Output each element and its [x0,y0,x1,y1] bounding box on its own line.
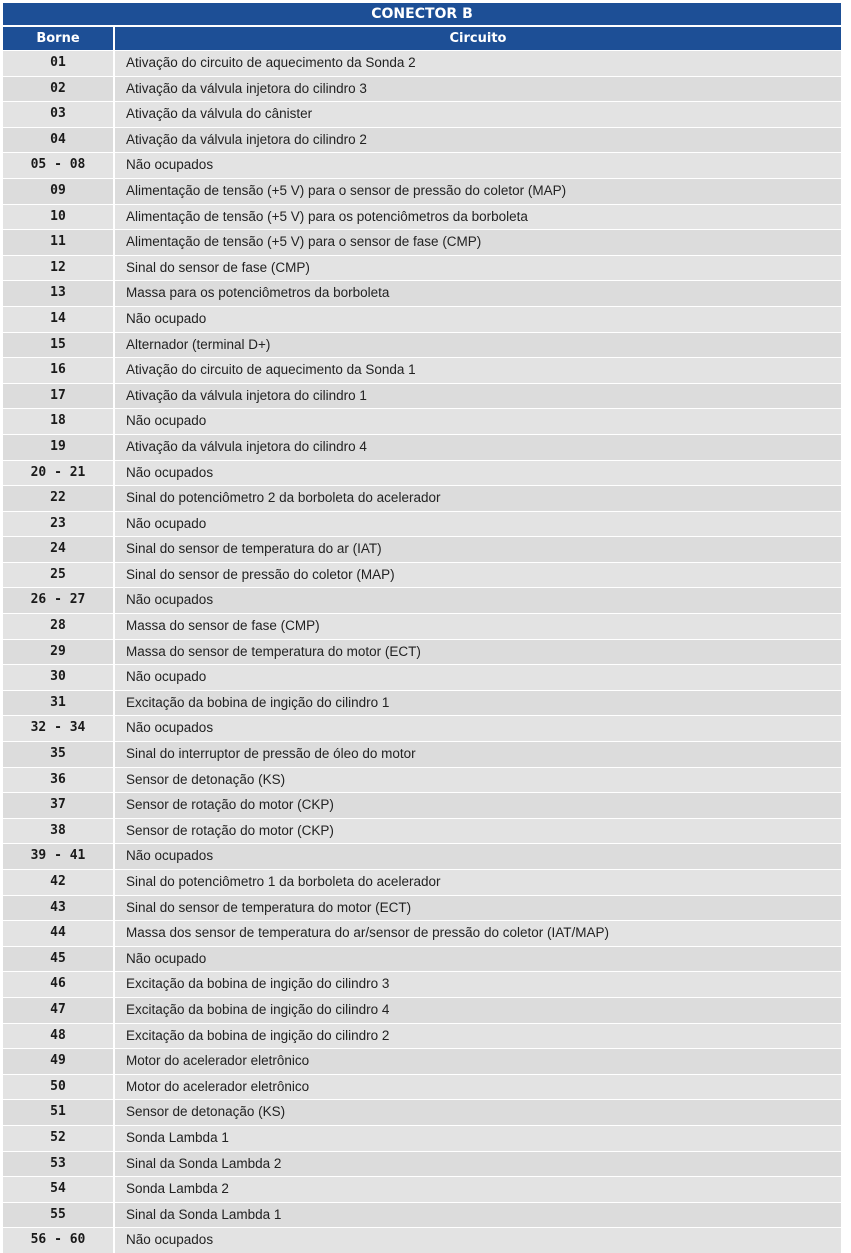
table-row [3,843,841,869]
table-row [3,460,841,486]
borne-cell: 38 [3,819,115,844]
borne-cell: 05 - 08 [3,153,115,178]
table-row [3,127,841,153]
table-row [3,639,841,665]
circuito-cell: Sensor de detonação (KS) [126,1104,286,1120]
borne-cell: 50 [3,1075,115,1100]
table-row [3,1099,841,1125]
borne-cell: 23 [3,512,115,537]
borne-cell: 18 [3,409,115,434]
borne-cell: 51 [3,1100,115,1125]
table-row [3,383,841,409]
table-row [3,1074,841,1100]
header-borne: Borne [3,27,115,50]
borne-cell: 14 [3,307,115,332]
circuito-cell: Alimentação de tensão (+5 V) para os potenciômetros da borboleta [126,208,528,224]
circuito-cell: Massa dos sensor de temperatura do ar/sensor de pressão do coletor (IAT/MAP) [126,925,609,941]
borne-cell: 02 [3,77,115,102]
table-row [3,1176,841,1202]
table-row [3,50,841,76]
borne-cell: 01 [3,51,115,76]
table-row [3,178,841,204]
borne-cell: 31 [3,691,115,716]
table-row [3,280,841,306]
circuito-cell: Ativação da válvula injetora do cilindro 2 [126,131,367,147]
circuito-cell: Ativação da válvula injetora do cilindro 3 [126,80,367,96]
borne-cell: 20 - 21 [3,461,115,486]
circuito-cell: Sinal do sensor de fase (CMP) [126,259,310,275]
borne-cell: 16 [3,358,115,383]
circuito-cell: Não ocupados [126,1232,214,1248]
table-row [3,792,841,818]
borne-cell: 19 [3,435,115,460]
table-row [3,920,841,946]
table-row [3,511,841,537]
table-row [3,869,841,895]
circuito-cell: Não ocupado [126,413,207,429]
circuito-cell: Ativação do circuito de aquecimento da Sonda 2 [126,55,416,70]
borne-cell: 49 [3,1049,115,1074]
table-title: CONECTOR B [3,3,841,27]
borne-cell: 32 - 34 [3,716,115,741]
table-row [3,1023,841,1049]
circuito-cell: Sinal do sensor de temperatura do ar (IAT) [126,541,382,557]
circuito-cell: Sensor de rotação do motor (CKP) [126,822,334,838]
circuito-cell: Sinal da Sonda Lambda 2 [126,1155,282,1171]
circuito-cell: Não ocupado [126,515,207,531]
circuito-cell: Sensor de detonação (KS) [126,771,286,787]
circuito-cell: Excitação da bobina de ingição do cilindro 3 [126,976,390,992]
borne-cell: 53 [3,1152,115,1177]
table-row [3,664,841,690]
circuito-cell: Motor do acelerador eletrônico [126,1078,310,1094]
table-row [3,485,841,511]
circuito-cell: Não ocupado [126,310,207,326]
table-row [3,562,841,588]
circuito-cell: Sinal do interruptor de pressão de óleo do motor [126,746,416,762]
circuito-cell: Sinal do potenciômetro 2 da borboleta do acelerador [126,490,441,506]
borne-cell: 04 [3,128,115,153]
borne-cell: 52 [3,1126,115,1151]
circuito-cell: Não ocupados [126,157,214,173]
borne-cell: 36 [3,768,115,793]
circuito-cell: Alimentação de tensão (+5 V) para o sensor de fase (CMP) [126,234,482,250]
circuito-cell: Sonda Lambda 1 [126,1129,229,1145]
circuito-cell: Não ocupados [126,848,214,864]
circuito-cell: Ativação da válvula do cânister [126,106,313,122]
table-row [3,229,841,255]
table-row [3,971,841,997]
table-row [3,587,841,613]
borne-cell: 54 [3,1177,115,1202]
circuito-cell: Alternador (terminal D+) [126,336,271,352]
table-row [3,434,841,460]
table-body [3,50,841,1253]
borne-cell: 45 [3,947,115,972]
table-row [3,767,841,793]
circuito-cell: Sinal da Sonda Lambda 1 [126,1206,282,1222]
circuito-cell: Sonda Lambda 2 [126,1181,229,1197]
borne-cell: 30 [3,665,115,690]
table-row [3,997,841,1023]
borne-cell: 10 [3,205,115,230]
borne-cell: 46 [3,972,115,997]
table-row [3,1125,841,1151]
circuito-cell: Não ocupado [126,950,207,966]
table-row [3,306,841,332]
borne-cell: 42 [3,870,115,895]
table-row [3,1048,841,1074]
borne-cell: 24 [3,537,115,562]
table-header [3,27,841,50]
table-row [3,76,841,102]
table-row [3,255,841,281]
table-row [3,152,841,178]
circuito-cell: Excitação da bobina de ingição do cilindro 1 [126,694,390,710]
header-circuito: Circuito [449,31,507,46]
circuito-cell: Motor do acelerador eletrônico [126,1053,310,1069]
circuito-cell: Não ocupados [126,464,214,480]
borne-cell: 17 [3,384,115,409]
circuito-cell: Massa para os potenciômetros da borboleta [126,285,390,301]
borne-cell: 29 [3,640,115,665]
borne-cell: 11 [3,230,115,255]
table-row [3,204,841,230]
borne-cell: 48 [3,1024,115,1049]
borne-cell: 55 [3,1203,115,1228]
table-row [3,101,841,127]
circuito-cell: Não ocupados [126,720,214,736]
circuito-cell: Excitação da bobina de ingição do cilindro 2 [126,1027,390,1043]
table-row [3,818,841,844]
circuito-cell: Sensor de rotação do motor (CKP) [126,797,334,813]
circuito-cell: Ativação do circuito de aquecimento da Sonda 1 [126,362,416,378]
circuito-cell: Não ocupado [126,669,207,685]
borne-cell: 35 [3,742,115,767]
table-row [3,536,841,562]
table-row [3,613,841,639]
connector-table [3,3,841,1253]
borne-cell: 47 [3,998,115,1023]
circuito-cell: Sinal do sensor de pressão do coletor (MAP) [126,566,395,582]
table-row [3,357,841,383]
borne-cell: 12 [3,256,115,281]
borne-cell: 37 [3,793,115,818]
table-row [3,895,841,921]
borne-cell: 22 [3,486,115,511]
table-row [3,946,841,972]
borne-cell: 13 [3,281,115,306]
circuito-cell: Ativação da válvula injetora do cilindro 4 [126,438,367,454]
borne-cell: 28 [3,614,115,639]
borne-cell: 03 [3,102,115,127]
table-row [3,741,841,767]
circuito-cell: Sinal do potenciômetro 1 da borboleta do acelerador [126,874,441,889]
borne-cell: 15 [3,333,115,358]
table-row [3,1151,841,1177]
borne-cell: 09 [3,179,115,204]
circuito-cell: Ativação da válvula injetora do cilindro 1 [126,387,367,403]
circuito-cell: Massa do sensor de fase (CMP) [126,618,320,634]
table-row [3,715,841,741]
circuito-cell: Alimentação de tensão (+5 V) para o sensor de pressão do coletor (MAP) [126,182,567,198]
circuito-cell: Sinal do sensor de temperatura do motor (ECT) [126,899,412,915]
borne-cell: 39 - 41 [3,844,115,869]
circuito-cell: Excitação da bobina de ingição do cilindro 4 [126,1001,390,1017]
borne-cell: 25 [3,563,115,588]
borne-cell: 56 - 60 [3,1228,115,1253]
borne-cell: 44 [3,921,115,946]
borne-cell: 43 [3,896,115,921]
borne-cell: 26 - 27 [3,588,115,613]
circuito-cell: Não ocupados [126,592,214,608]
table-row [3,332,841,358]
table-row [3,1202,841,1228]
table-row [3,408,841,434]
table-row [3,690,841,716]
table-row [3,1227,841,1253]
circuito-cell: Massa do sensor de temperatura do motor (ECT) [126,643,421,659]
